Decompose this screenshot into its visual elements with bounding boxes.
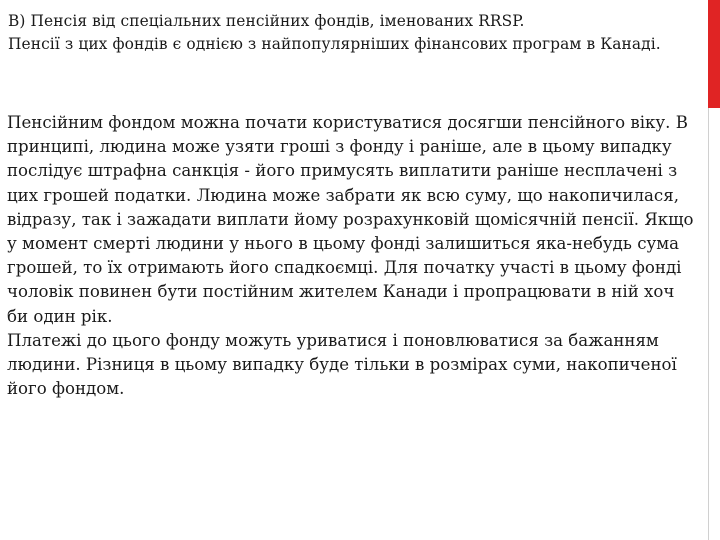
accent-bar [708,0,720,108]
heading-subtitle: Пенсії з цих фондів є однією з найпопулярніших фінансових програм в Канаді. [8,35,661,53]
slide-heading [8,10,698,56]
body-paragraph-2: Платежі до цього фонду можуть уриватися і поновлюватися за бажанням людини. Різниця в цьому випадку буде тільки в розмірах суми, накопиченої його фондом. [7,330,677,399]
heading-title: B) Пенсія від спеціальних пенсійних фондів, іменованих RRSP. [8,12,525,30]
slide-body [7,111,699,401]
body-paragraph-1: Пенсійним фондом можна почати користуватися досягши пенсійного віку. В принципі, людина може узяти гроші з фонду і раніше, але в цьому випадку послідує штрафна санкція - його примусять виплатити раніше несплачені з цих грошей податки. Людина може забрати як всю суму, що накопичилася, відразу, так і зажадати виплати йому розрахунковій щомісячній пенсії. Якщо у момент смерті людини у нього в цьому фонді залишиться яка-небудь сума грошей, то їх отримають його спадкоємці. Для початку участі в цьому фонді чоловік повинен бути постійним жителем Канади і пропрацювати в ній хоч би один рік. [7,113,694,326]
side-rule [708,108,720,540]
